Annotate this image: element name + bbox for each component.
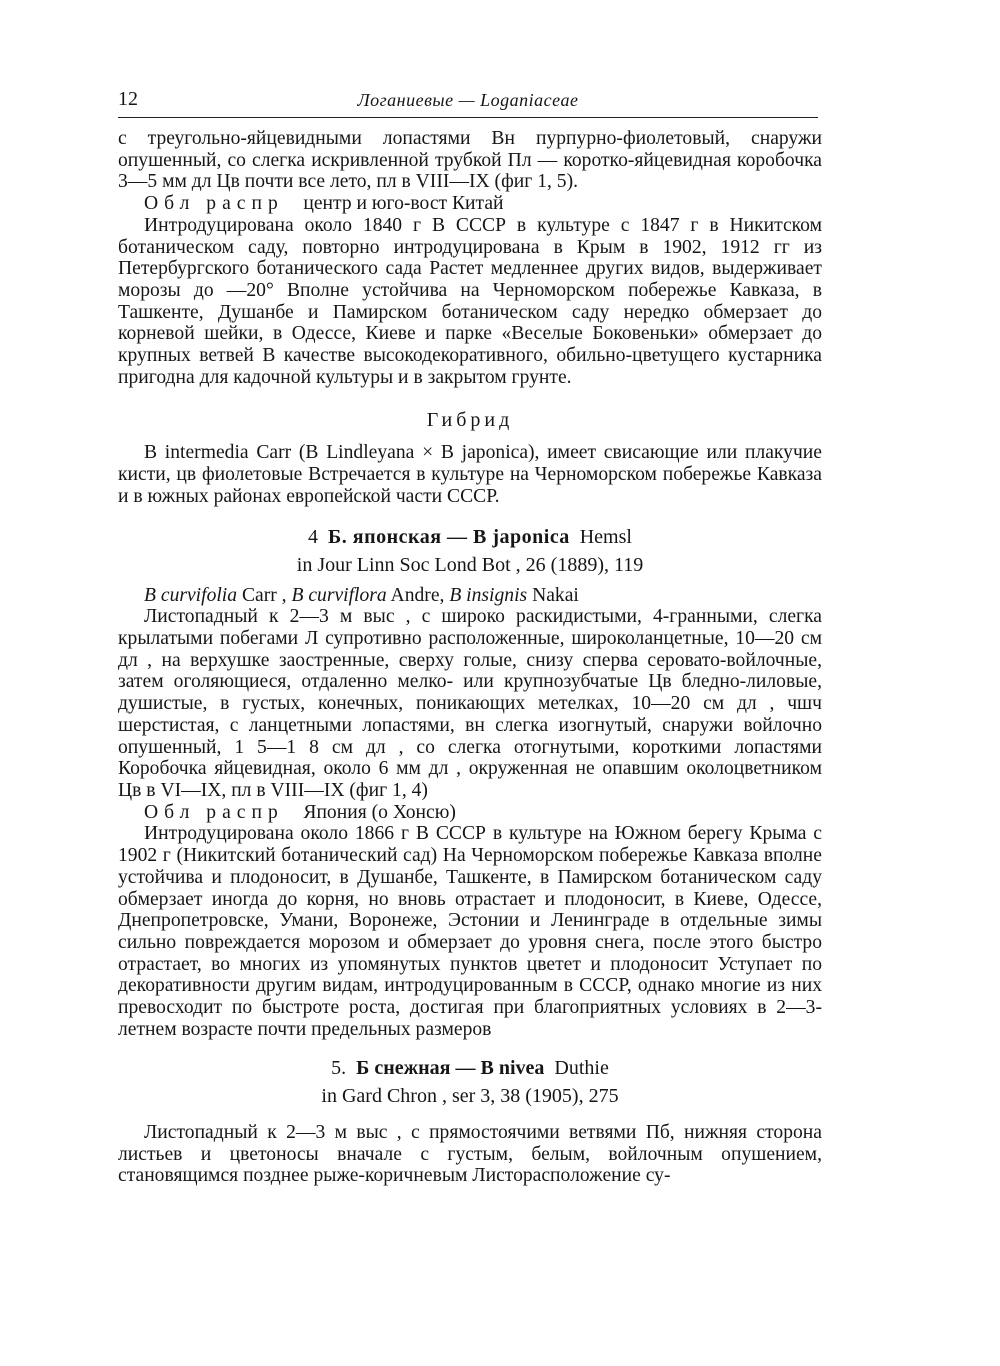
running-title: Логаниевые — Loganiaceae	[357, 90, 579, 110]
species-5-description: Листопадный к 2—3 м выс , с прямостоячими ветвями Пб, нижняя сторона листьев и цветоносы вначале с густым, белым, войлочным опушением, становящимся позднее рыже-коричневым Листорасположение су-	[118, 1121, 822, 1187]
species-5-dash: —	[450, 1057, 481, 1080]
species-5-name-lat: В nivea	[480, 1057, 545, 1080]
species-5-number: 5.	[331, 1057, 347, 1080]
page-body	[118, 128, 822, 1187]
introduction-paragraph-1: Интродуцирована около 1840 г В СССР в культуре с 1847 г в Никитском ботаническом саду, повторно интродуцирована в Крым в 1902, 1912 гг из Петербургского ботанического сада Растет медленнее других видов, выдерживает морозы до —20° Вполне устойчива на Черноморском побережье Кавказа, в Ташкенте, Душанбе и Памирском ботаническом саду нередко обмерзает до корневой шейки, в Одессе, Киеве и парке «Веселые Боковеньки» обмерзает до крупных ветвей В качестве высокодекоративного, обильно-цветущего кустарника пригодна для кадочной культуры и в закрытом грунте.	[118, 214, 822, 388]
species-5-author: Duthie	[554, 1057, 609, 1080]
distribution-line-2	[118, 802, 822, 824]
page-number: 12	[118, 88, 138, 110]
species-5-name-ru: Б снежная	[356, 1057, 451, 1080]
synonym-3: B insignis	[449, 584, 528, 606]
species-5-citation: in Gard Chron , ser 3, 38 (1905), 275	[321, 1085, 619, 1108]
distribution-text: центр и юго-вост Китай	[303, 193, 504, 215]
synonym-2-author: Andre,	[390, 584, 450, 606]
header-rule	[118, 117, 818, 118]
species-4-author: Hemsl	[579, 526, 632, 549]
synonym-1-author: Carr ,	[241, 584, 292, 606]
distribution-line-1	[118, 193, 822, 215]
introduction-paragraph-2: Интродуцирована около 1866 г В СССР в культуре на Южном берегу Крыма с 1902 г (Никитский ботанический сад) На Черноморском побережье Кавказа вполне устойчива и плодоносит, в Душанбе, Ташкенте, в Памирском ботаническом саду обмерзает иногда до корня, но вновь отрастает и плодоносит, в Киеве, Одессе, Днепропетровске, Умани, Воронеже, Эстонии и Ленинграде в отдельные зимы сильно повреждается морозом и обмерзает до уровня снега, после этого быстро отрастает, во многих из упомянутых пунктов цветет и плодоносит Уступает по декоративности другим видам, интродуцированным в СССР, однако многие из них превосходит по быстроте роста, достигая при благоприятных условиях в 2—3-летнем возрасте почти предельных размеров	[118, 823, 822, 1040]
species-4-citation: in Jour Linn Soc Lond Bot , 26 (1889), 119	[296, 553, 644, 576]
synonym-2: B curviflora	[291, 584, 387, 606]
species-4-heading	[118, 527, 822, 549]
species-4-name-lat: В japonica	[473, 526, 570, 549]
species-4-synonyms	[118, 585, 822, 607]
species-4-name-ru: Б. японская	[328, 526, 442, 549]
distribution-label: Обл распр	[144, 801, 284, 823]
continuation-paragraph: с треугольно-яйцевидными лопастями Вн пурпурно-фиолетовый, снаружи опушенный, со слегка искривленной трубкой Пл — коротко-яйцевидная коробочка 3—5 мм дл Цв почти все лето, пл в VIII—IX (фиг 1, 5).	[118, 128, 822, 193]
synonym-3-author: Nakai	[532, 584, 579, 606]
species-5-heading	[118, 1058, 822, 1080]
species-4-dash: —	[441, 526, 474, 549]
species-4-description: Листопадный к 2—3 м выс , с широко раскидистыми, 4-гранными, слегка крылатыми побегами Л супротивно расположенные, широколанцетные, 10—20 см дл , на верхушке заостренные, сверху голые, снизу сперва серовато-войлочные, затем оголяющиеся, отдаленно мелко- или крупнозубчатые Цв бледно-лиловые, душистые, в густых, конечных, поникающих метелках, 10—20 см дл , чшч шерстистая, с ланцетными лопастями, вн слегка изогнутый, снаружи войлочно опушенный, 1 5—1 8 см дл , со слегка отогнутыми, короткими лопастями Коробочка яйцевидная, около 6 мм дл , окруженная не опавшим околоцветником Цв в VI—IX, пл в VIII—IX (фиг 1, 4)	[118, 606, 822, 801]
hybrid-heading: Гибрид	[426, 409, 514, 432]
species-4-number: 4	[308, 526, 319, 549]
page-header	[118, 88, 818, 112]
synonym-1: B curvifolia	[144, 584, 238, 606]
hybrid-paragraph: В intermedia Carr (В Lindleyana × В japonica), имеет свисающие или плакучие кисти, цв фиолетовые Встречается в культуре на Черноморском побережье Кавказа и в южных районах европейской части СССР.	[118, 442, 822, 507]
distribution-label: Обл распр	[144, 193, 284, 215]
distribution-text: Япония (о Хонсю)	[303, 801, 456, 823]
